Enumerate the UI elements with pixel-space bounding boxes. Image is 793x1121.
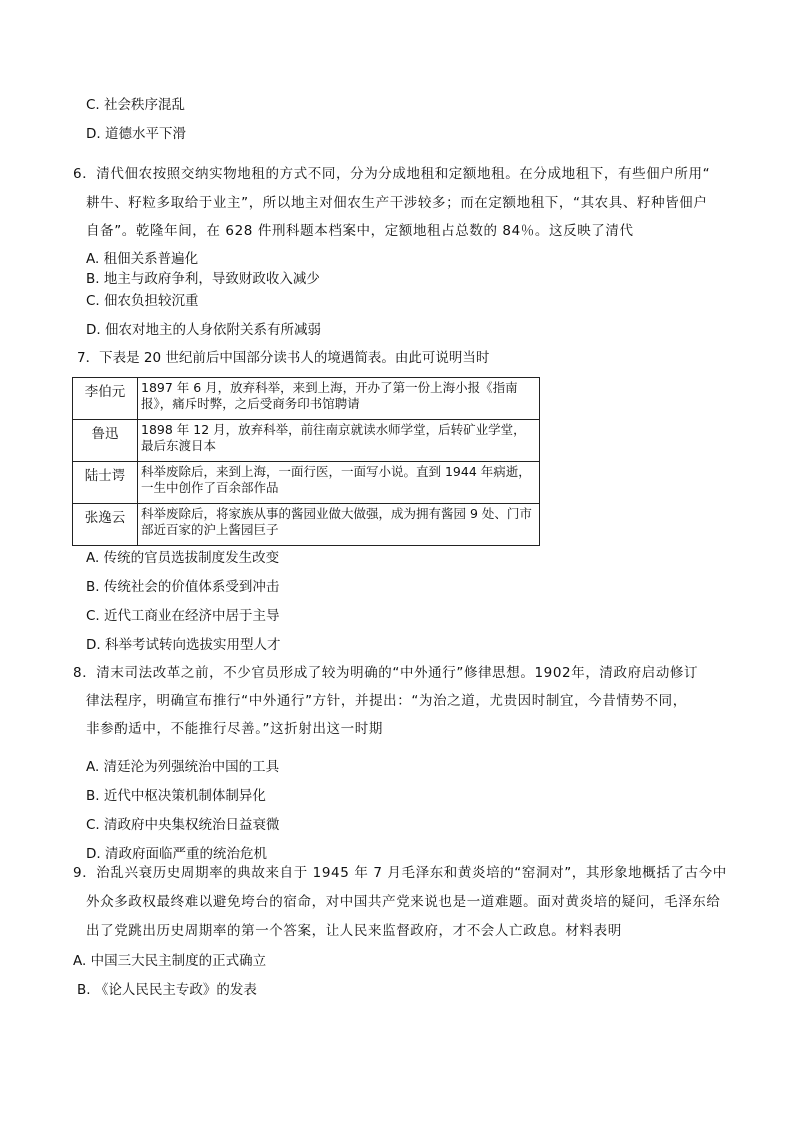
q9-stem-line-3: 出了党跳出历史周期率的第一个答案，让人民来监督政府，才不会人亡政息。材料表明: [86, 923, 622, 939]
q7-option-b: B. 传统社会的价值体系受到冲击: [86, 579, 280, 595]
q5-option-c: C. 社会秩序混乱: [86, 97, 186, 113]
q9-option-b: B. 《论人民民主专政》的发表: [77, 982, 257, 998]
q7-stem: 7．下表是 20 世纪前后中国部分读书人的境遇简表。由此可说明当时: [77, 350, 490, 366]
q6-stem-line-1: 6．清代佃农按照交纳实物地租的方式不同，分为分成地租和定额地租。在分成地租下，有些佃户所用“: [73, 166, 711, 182]
table-row: [73, 378, 540, 420]
table-cell-name: 鲁迅: [73, 420, 138, 462]
q6-option-a: A. 租佃关系普遍化: [86, 251, 199, 267]
q7-option-d: D. 科举考试转向选拔实用型人才: [86, 637, 281, 653]
q6-option-c: C. 佃农负担较沉重: [86, 293, 199, 309]
table-cell-name: 张逸云: [73, 504, 138, 546]
q8-option-c: C. 清政府中央集权统治日益衰微: [86, 817, 280, 833]
q8-option-b: B. 近代中枢决策机制体制异化: [86, 788, 266, 804]
table-row: [73, 504, 540, 546]
q7-option-c: C. 近代工商业在经济中居于主导: [86, 608, 280, 624]
q5-option-d: D. 道德水平下滑: [86, 126, 186, 142]
q6-option-d: D. 佃农对地主的人身依附关系有所减弱: [86, 322, 321, 338]
table-cell-desc: 科举废除后，来到上海，一面行医，一面写小说。直到 1944 年病逝，一生中创作了百余部作品: [138, 462, 540, 504]
readers-table: [72, 377, 540, 546]
table-cell-name: 李伯元: [73, 378, 138, 420]
table-cell-desc: 科举废除后，将家族从事的酱园业做大做强，成为拥有酱园 9 处、门市部近百家的沪上酱园巨子: [138, 504, 540, 546]
q9-stem-line-1: 9．治乱兴衰历史周期率的典故来自于 1945 年 7 月毛泽东和黄炎培的“窑洞对”，其形象地概括了古今中: [73, 865, 727, 881]
q9-option-a: A. 中国三大民主制度的正式确立: [73, 953, 267, 969]
table-cell-desc: 1898 年 12 月，放弃科举，前往南京就读水师学堂，后转矿业学堂，最后东渡日本: [138, 420, 540, 462]
q8-option-d: D. 清政府面临严重的统治危机: [86, 846, 267, 862]
table-cell-name: 陆士谔: [73, 462, 138, 504]
q6-stem-line-3: 自备”。乾隆年间，在 628 件刑科题本档案中，定额地租占总数的 84％。这反映了清代: [86, 223, 634, 239]
q8-stem-line-2: 律法程序，明确宣布推行“中外通行”方针，并提出：“为治之道，尤贵因时制宜，今昔情势不同，: [86, 693, 687, 709]
q6-stem-line-2: 耕牛、籽粒多取给于业主”，所以地主对佃农生产干涉较多；而在定额地租下，“其农具、籽种皆佃户: [86, 195, 708, 211]
q8-option-a: A. 清廷沦为列强统治中国的工具: [86, 759, 280, 775]
q8-stem-line-3: 非参酌适中，不能推行尽善。”这折射出这一时期: [86, 721, 383, 737]
table-cell-desc: 1897 年 6 月，放弃科举，来到上海，开办了第一份上海小报《指南报》，痛斥时弊，之后受商务印书馆聘请: [138, 378, 540, 420]
table-row: [73, 462, 540, 504]
table-row: [73, 420, 540, 462]
q6-option-b: B. 地主与政府争利，导致财政收入减少: [86, 271, 320, 287]
q7-option-a: A. 传统的官员选拔制度发生改变: [86, 550, 280, 566]
q8-stem-line-1: 8．清末司法改革之前，不少官员形成了较为明确的“中外通行”修律思想。1902年，清政府启动修订: [73, 665, 699, 681]
q9-stem-line-2: 外众多政权最终难以避免垮台的宿命，对中国共产党来说也是一道难题。面对黄炎培的疑问，毛泽东给: [86, 894, 721, 910]
